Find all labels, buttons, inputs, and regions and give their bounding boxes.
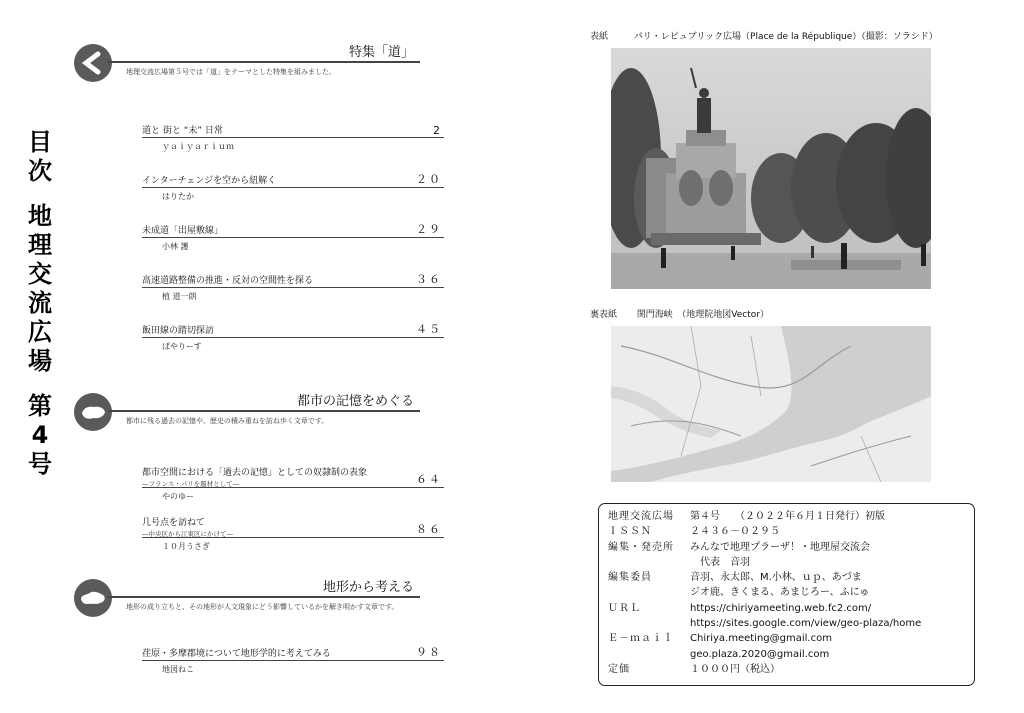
- toc-entry[interactable]: [142, 324, 444, 352]
- toc-entry[interactable]: [142, 124, 444, 152]
- back-cover-caption: [590, 307, 769, 320]
- section-description: 地形の成り立ちと、その地形が人文現象にどう影響しているかを解き明かす文章です。: [126, 603, 399, 611]
- entry-page: ２０: [416, 173, 442, 186]
- entry-title: 道と 街と “未” 日常: [142, 126, 223, 136]
- section-description: 都市に残る過去の記憶や、歴史の積み重ねを訪ね歩く文章です。: [126, 417, 329, 425]
- entry-author: 小林 護: [162, 242, 189, 251]
- entry-title: 飯田線の踏切探訪: [142, 326, 215, 336]
- colophon-url[interactable]: ＵＲＬ https://chiriyameeting.web.fc2.com/: [608, 602, 872, 614]
- section-title: 都市の記憶をめぐる: [296, 394, 414, 409]
- title-char: 交: [28, 260, 52, 288]
- entry-author: 植 道一朗: [162, 292, 197, 301]
- entry-title: 几号点を訪ねて: [142, 518, 205, 528]
- cover-caption-label: 表紙: [590, 32, 609, 42]
- title-char: 号: [28, 450, 52, 478]
- entry-title: 都市空間における「過去の記憶」としての奴隷制の表象: [142, 468, 368, 478]
- section-header-urban-memory: [74, 393, 420, 433]
- colophon-url[interactable]: https://sites.google.com/view/geo-plaza/home: [690, 618, 922, 630]
- back-caption-text: 関門海峡 （地理院地図Vector）: [636, 310, 769, 320]
- entry-title: 未成道「出屋敷線」: [142, 226, 224, 236]
- colophon-line: 代表 音羽: [690, 556, 750, 568]
- vertical-title: [22, 128, 58, 479]
- entry-author: 地図ねこ: [162, 665, 194, 674]
- colophon-email[interactable]: geo.plaza.2020@gmail.com: [690, 648, 830, 660]
- toc-entry[interactable]: [142, 516, 444, 552]
- title-char: 理: [28, 231, 52, 259]
- colophon-email[interactable]: Ｅ－ｍａｉｌ Chiriya.meeting@gmail.com: [608, 633, 832, 645]
- title-char: 場: [28, 347, 52, 375]
- entry-page: ８６: [416, 523, 442, 536]
- colophon-line: 編集・発売所 みんなで地理プラーザ！・地理屋交流会: [608, 541, 870, 553]
- title-char: 次: [28, 157, 52, 185]
- title-char: 目: [28, 128, 52, 156]
- entry-author: やのゆー: [162, 492, 194, 501]
- toc-entry[interactable]: [142, 224, 444, 252]
- entry-page: ３６: [416, 273, 442, 286]
- back-caption-label: 裏表紙: [590, 310, 618, 320]
- title-char: 4: [31, 421, 49, 449]
- cover-photo: [611, 48, 931, 289]
- entry-title: 高速道路整備の推進・反対の空間性を探る: [142, 276, 314, 286]
- title-char: 流: [28, 289, 52, 317]
- colophon-box: [598, 503, 975, 686]
- title-char: 第: [28, 392, 52, 420]
- colophon-line: 定価 １０００円（税込）: [608, 663, 780, 675]
- entry-page: 2: [433, 124, 442, 137]
- entry-subtitle: ―中央区から江東区にかけて―: [142, 530, 233, 538]
- road-icon: [74, 44, 112, 82]
- cover-caption-text: パリ・レピュブリック広場（Place de la République）（撮影：ソラシド）: [633, 32, 938, 42]
- city-map-icon: [74, 393, 112, 431]
- entry-author: はりたか: [162, 192, 194, 201]
- entry-author: ｙａｉｙａｒｉｕｍ: [162, 142, 234, 151]
- entry-author: １０月うさぎ: [162, 542, 210, 551]
- toc-entry[interactable]: [142, 274, 444, 302]
- colophon-line: 地理交流広場 第４号 （２０２２年６月１日発行）初版: [608, 511, 885, 522]
- colophon-line: 編集委員 音羽、永太郎、M.小林、ｕｐ、あづま: [608, 572, 862, 584]
- title-char: 広: [28, 318, 52, 346]
- entry-title: 荏原・多摩郡境について地形学的に考えてみる: [142, 649, 331, 659]
- section-title: 地形から考える: [322, 580, 414, 595]
- entry-page: ９８: [416, 646, 442, 659]
- cover-caption: [590, 29, 938, 42]
- colophon-line: ＩＳＳＮ ２４３６－０２９５: [608, 526, 780, 538]
- entry-author: ぱやりーす: [162, 342, 202, 351]
- toc-entry[interactable]: [142, 647, 444, 675]
- section-header-terrain: [74, 579, 420, 619]
- entry-page: ２９: [416, 223, 442, 236]
- entry-subtitle: ―フランス・パリを題材として―: [142, 480, 240, 488]
- entry-title: インターチェンジを空から紐解く: [142, 176, 277, 186]
- toc-entry[interactable]: [142, 466, 444, 502]
- entry-page: ６４: [416, 473, 442, 486]
- section-description: 地理交流広場第５号では「道」をテーマとした特集を組みました。: [126, 68, 336, 76]
- colophon-line: ジオ鹿、きくまる、あまじろー、ふにゅ: [690, 587, 870, 599]
- section-title: 特集「道」: [348, 45, 414, 60]
- section-header-road: [74, 44, 420, 84]
- back-cover-map: [611, 326, 931, 482]
- entry-page: ４５: [416, 323, 442, 336]
- toc-entry[interactable]: [142, 174, 444, 202]
- terrain-map-icon: [74, 579, 112, 617]
- title-char: 地: [28, 202, 52, 230]
